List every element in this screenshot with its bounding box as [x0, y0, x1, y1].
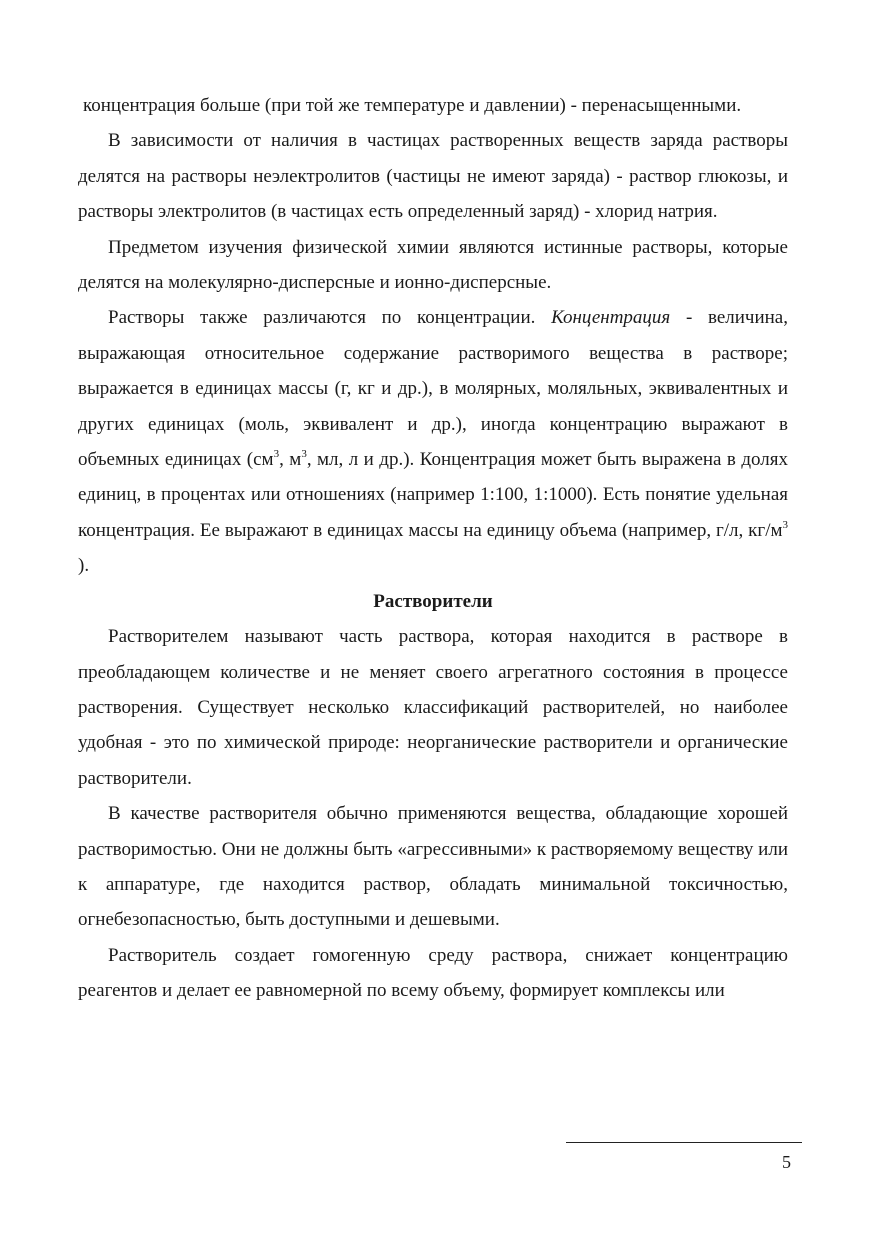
p4-c: , мл, л и др.). Концентрация может быть выражена в долях единиц, в процентах или отношениях (например 1:100, 1:1000). Есть понятие удельная концентрация. Ее выражают в единицах массы на единицу объема (например, г/л, кг/м	[78, 449, 789, 541]
superscript-2: 3	[301, 448, 307, 461]
paragraph-1: концентрация больше (при той же температуре и давлении) - перенасыщенными.	[83, 95, 742, 116]
superscript-3: 3	[782, 518, 788, 531]
p4-b: , м	[279, 449, 302, 471]
section-heading: Растворители	[373, 590, 493, 612]
body-text	[78, 88, 788, 1009]
paragraph-5: Растворителем называют часть раствора, которая находится в растворе в преобладающем количестве и не меняет своего агрегатного состояния в процессе растворения. Существует несколько классификаций растворителей, но наиболее удобная - это по химической природе: неорганические растворители и органические растворители.	[78, 626, 788, 789]
p4-intro: Растворы также различаются по концентрации.	[108, 307, 552, 329]
paragraph-2: В зависимости от наличия в частицах растворенных веществ заряда растворы делятся на растворы неэлектролитов (частицы не имеют заряда) - раствор глюкозы, и растворы электролитов (в частицах есть определенный заряд) - хлорид натрия.	[78, 130, 788, 223]
paragraph-4	[78, 300, 788, 583]
page-number: 5	[782, 1152, 791, 1172]
paragraph-7: Растворитель создает гомогенную среду раствора, снижает концентрацию реагентов и делает ее равномерной по всему объему, формирует комплексы или	[78, 944, 788, 1002]
superscript-1: 3	[273, 448, 280, 461]
footnote-rule	[566, 1142, 802, 1143]
p4-a: - величина, выражающая относительное содержание растворимого вещества в растворе; выражается в единицах массы (г, кг и др.), в молярных, моляльных, эквивалентных и других единицах (моль, эквивалент и др.), иногда концентрацию выражают в объемных единицах (см	[78, 307, 788, 471]
paragraph-6: В качестве растворителя обычно применяются вещества, обладающие хорошей растворимостью. Они не должны быть «агрессивными» к растворяемому веществу или к аппаратуре, где находится раствор, обладать минимальной токсичностью, огнебезопасностью, быть доступными и дешевыми.	[78, 803, 788, 931]
p4-d: ).	[78, 555, 90, 577]
paragraph-3: Предметом изучения физической химии являются истинные растворы, которые делятся на молекулярно-дисперсные и ионно-дисперсные.	[78, 236, 788, 294]
term-concentration: Концентрация	[551, 307, 671, 329]
